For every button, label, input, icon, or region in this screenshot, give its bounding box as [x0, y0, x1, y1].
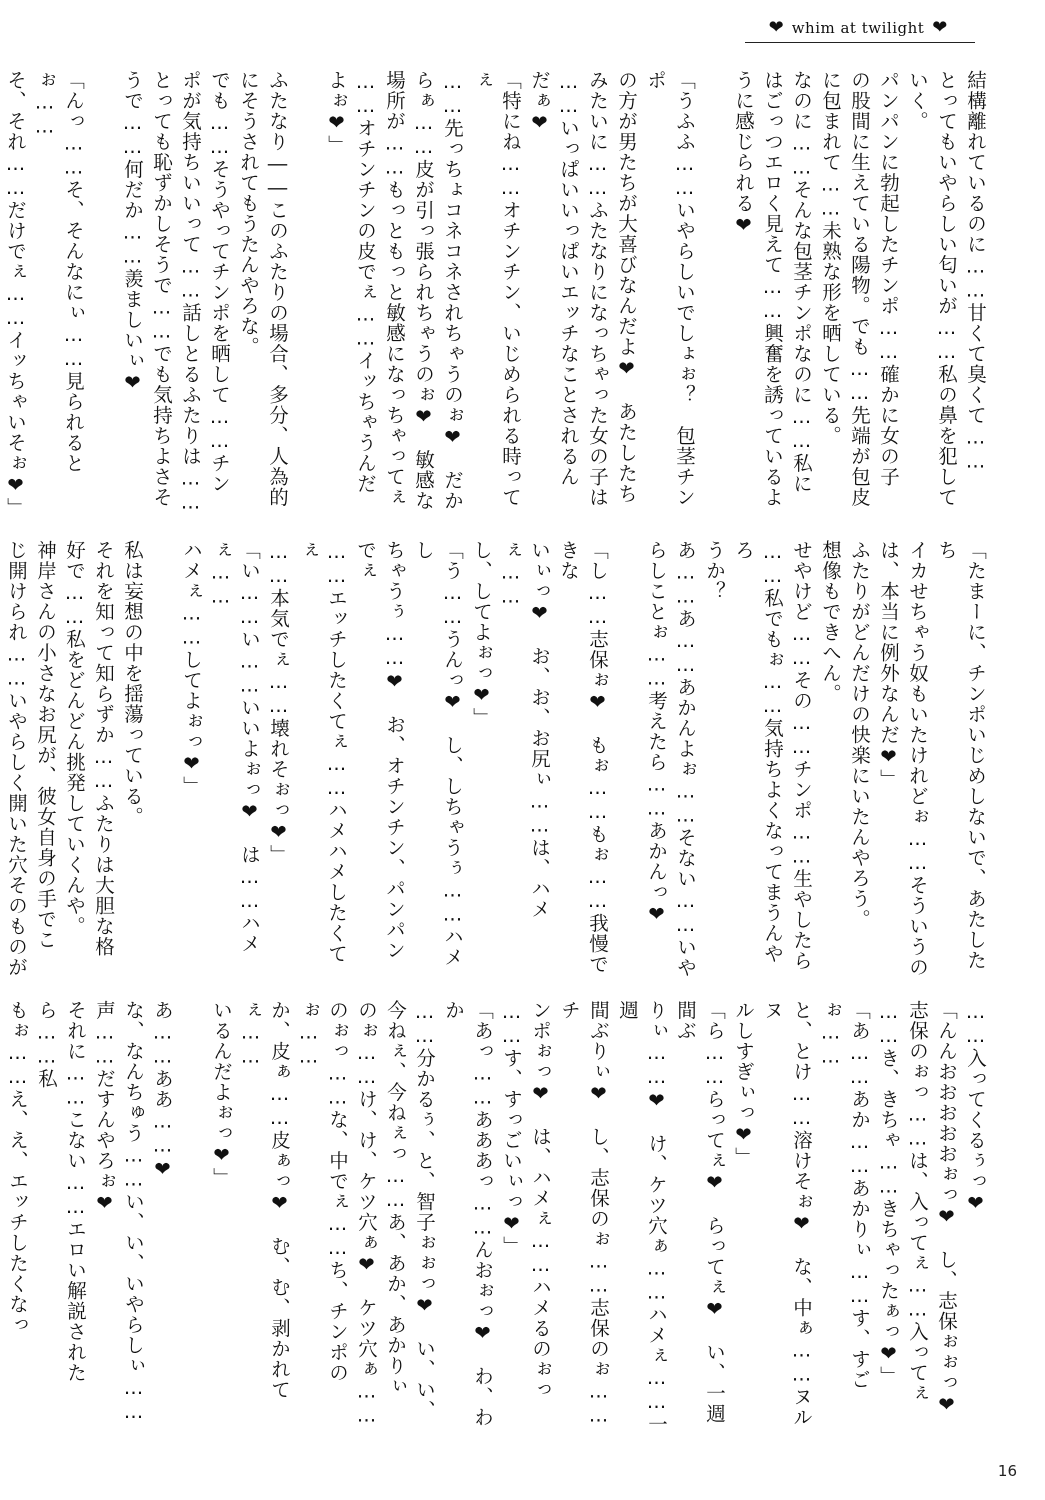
text-block: ふたなり――このふたりの場合、多分、人為的 にそうされてもうたんやろな。 でも……そうやってチンポを晒して……チン ポが気持ちいいって……話しとるふたりは…… とっても恥ずかしそうで……でも気持ちよさそ うで……何だか……羨ましいぃ❤ [121, 70, 289, 515]
header-title: whim at twilight [791, 19, 925, 37]
text-block: 「うふふ……いやらしいでしょぉ？ 包茎チンポ の方が男たちが大喜びなんだよ❤ あたしたち みたいに……ふたなりになっちゃった女の子は ……いっぱいいっぱいエッチなことされるん だぁ❤ 「特にね……オチンチン、いじめられる時ってぇ ……先っちょコネコネされちゃうのぉ❤ だか らぁ……皮が引っ張られちゃうのぉ❤ 敏感な 場所が……もっともっと敏感になっちゃってぇ ……オチンチンの皮でぇ……イッちゃうんだ よぉ❤」 [325, 70, 696, 511]
text-block: ……入ってくるぅっ❤ 「んんおおおおおぉっ❤ し、志保ぉぉっ❤ 志保のぉっ……は、入ってぇ……入ってぇ ……き、きちゃ……きちゃったぁっ❤」 「あ……あか……あかりぃ……す、すごぉ…… と、とけ……溶けそぉ❤ な、中ぁ……ヌルヌ ルしすぎぃっ❤」 「ら……らってぇ❤ らってぇ❤ い、一週間ぶ りぃ……❤ け、ケツ穴ぁ……ハメぇ……一週 間ぶりぃ❤ し、志保のぉ……志保のぉ……チ ンポぉっ❤ は、ハメぇ……ハメるのぉっ ……す、すっごいぃっ❤」 「あっ……あああっ……んおぉっ❤ わ、わか ……分かるぅ、と、智子ぉぉっ❤ い、い、 今ねぇ、今ねぇっ……あ、あか、あかりぃ のぉ……け、け、ケツ穴ぁ❤ ケツ穴ぁ…… のぉっ……な、中でぇ……ち、チンポのぉ…… か、皮ぁ……皮ぁっ❤ む、む、剥かれてぇ…… いるんだよぉっ❤」 [210, 1000, 987, 1435]
text-band-bottom [6, 1000, 990, 1440]
header-divider [745, 42, 975, 43]
text-block: 「し……志保ぉ❤ もぉ……もぉ……我慢できな いぃっ❤ お、お、お尻ぃ……は、ハメぇ…… し、してよぉっ❤」 「う……うんっ❤ し、しちゃうぅ……ハメし ちゃうぅ……❤ お、オチンチン、パンパンでぇ ……エッチしたくてぇ……ハメハメしたくてぇ ……本気でぇ……壊れそぉっ❤」 「い……い……いいよぉっ❤ は……ハメぇ…… ハメぇ……してよぉっ❤」 [180, 540, 609, 975]
heart-icon: ❤ [768, 17, 784, 38]
heart-icon: ❤ [932, 17, 948, 38]
text-block: 私は妄想の中を揺蕩っている。 それを知って知らずか……ふたりは大胆な格 好で……私をどんどん挑発していくんや。 神岸さんの小さなお尻が、彼女自身の手でこ じ開けられ……いやらしく開いた穴そのものが [5, 540, 144, 978]
page-header [728, 14, 988, 42]
page-number: 16 [997, 1462, 1017, 1480]
text-band-middle [5, 540, 990, 980]
text-block: 「んっ……そ、そんなにぃ……見られるとぉ…… そ、それ……だけでぇ……イッちゃいそぉ❤」 [4, 70, 85, 518]
text-block: あ……ああ……❤ な、なんちゅう……い、い、いやらしぃ…… 声……だすんやろぉ❤ それに……こない……エロい解説されたら……私 もぉ……え、え、エッチしたくなっ [6, 1000, 174, 1424]
text-band-top [4, 70, 990, 525]
text-block: 結構離れているのに……甘くて臭くて…… とってもいやらしい匂いが……私の鼻を犯して いく。 パンパンに勃起したチンポ……確かに女の子 の股間に生えている陽物。でも……先端が包皮 に包まれて……未熟な形を晒している。 なのに……そんな包茎チンポなのに……私に はごっつエロく見えて……興奮を誘っているよ うに感じられる❤ [732, 70, 987, 508]
text-block: 「たまーに、チンポいじめしないで、あたしたち イカせちゃう奴もいたけれどぉ……そういうの は、本当に例外なんだ❤」 ふたりがどんだけの快楽にいたんやろう。 想像もできへん。 せやけど……その……チンポ……生やしたら ……私でもぉ……気持ちよくなってまうんやろ うか？ あ……あ……あかんよぉ……そない……いや らしことぉ……考えたら……あかんっ❤ [645, 540, 987, 978]
